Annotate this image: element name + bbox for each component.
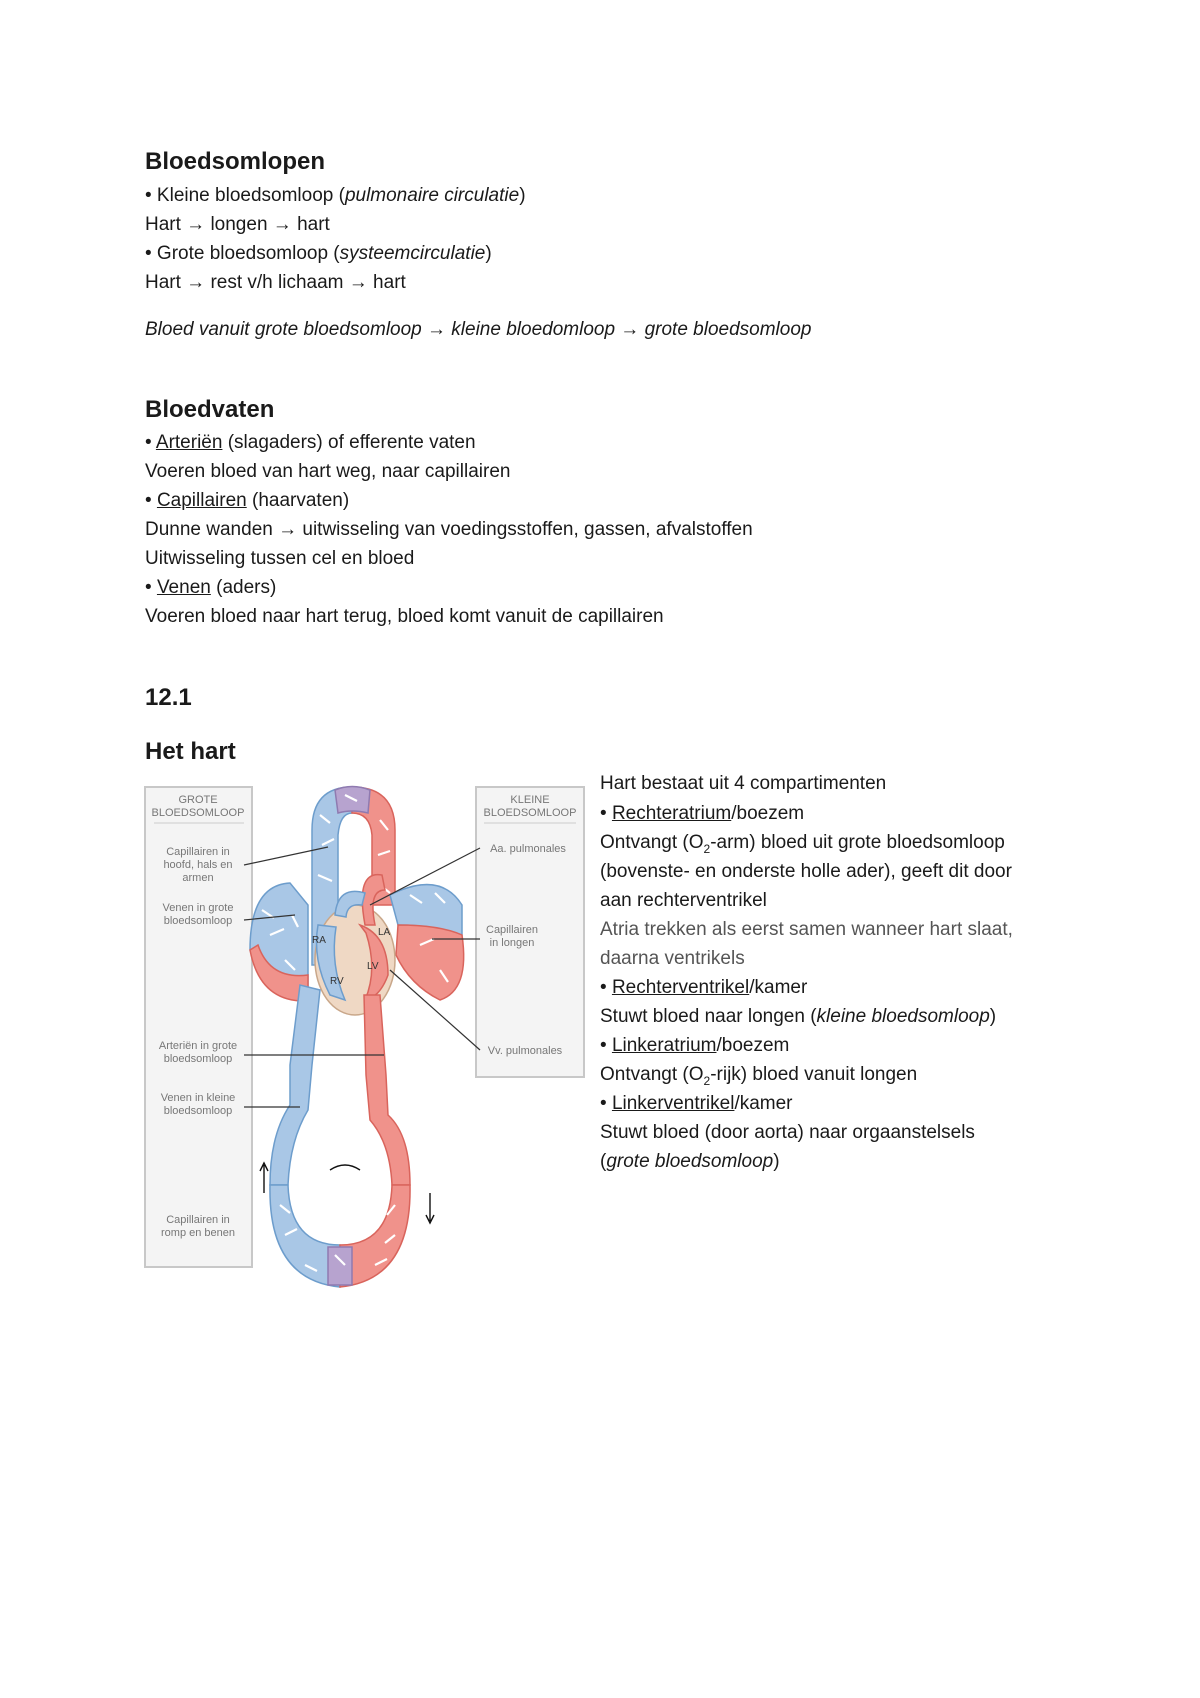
label-cap-longen-1: Capillairen: [486, 924, 538, 936]
label-cap-hoofd-2: hoofd, hals en: [163, 859, 233, 871]
bullet-rechterventrikel: • Rechterventrikel/kamer: [600, 977, 808, 998]
aorta-descending: [364, 995, 410, 1185]
body-capillary-bed: [270, 1185, 410, 1287]
desc-capillairen-2: Uitwisseling tussen cel en bloed: [145, 548, 415, 569]
label-venen-grote-1: Venen in grote: [162, 902, 234, 914]
desc-arterien: Voeren bloed van hart weg, naar capillairen: [145, 461, 511, 482]
right-lung-capillary-bed: [390, 885, 464, 1000]
left-panel-title-1: GROTE: [178, 794, 218, 806]
label-cap-romp-1: Capillairen in: [166, 1214, 230, 1226]
summary-line: Bloed vanuit grote bloedsomloop → kleine bloedomloop → grote bloedsomloop: [145, 319, 812, 340]
desc-ra-1: Ontvangt $(O_2-arm)$ bloed uit grote bloedsomloop: [600, 832, 1005, 856]
label-venen-kleine-1: Venen in kleine: [160, 1092, 236, 1104]
bullet-grote-bloedsomloop: • Grote bloedsomloop (systeemcirculatie): [145, 243, 492, 264]
heart-label-lv: LV: [367, 961, 379, 972]
heading-bloedsomlopen: Bloedsomlopen: [145, 148, 326, 175]
label-cap-longen-2: in longen: [489, 937, 535, 949]
section-number: 12.1: [145, 684, 192, 711]
bullet-linkeratrium: • Linkeratrium/boezem: [600, 1035, 790, 1056]
label-cap-hoofd-3: armen: [182, 872, 214, 884]
vena-cava: [270, 985, 320, 1185]
right-panel-title-2: BLOEDSOMLOOP: [483, 807, 577, 819]
bullet-venen: • Venen (aders): [145, 577, 277, 598]
heading-het-hart: Het hart: [145, 738, 236, 765]
circulation-diagram: [140, 775, 590, 1300]
right-panel-title-1: KLEINE: [510, 794, 550, 806]
line-grote-route: Hart → rest v/h lichaam → hart: [145, 272, 406, 293]
bullet-capillairen: • Capillairen (haarvaten): [145, 490, 350, 511]
bullet-kleine-bloedsomloop: • Kleine bloedsomloop (pulmonaire circulatie): [145, 185, 526, 206]
bullet-rechteratrium: • Rechteratrium/boezem: [600, 803, 805, 824]
heading-bloedvaten: Bloedvaten: [145, 396, 275, 423]
hart-intro: Hart bestaat uit 4 compartimenten: [600, 773, 887, 794]
label-cap-hoofd-1: Capillairen in: [166, 846, 230, 858]
left-panel-title-2: BLOEDSOMLOOP: [151, 807, 245, 819]
note-atria-2: daarna ventrikels: [600, 948, 745, 969]
label-vv-pulmonales: Vv. pulmonales: [487, 1045, 563, 1057]
bullet-arterien: • Arteriën (slagaders) of efferente vaten: [145, 432, 476, 453]
desc-lv-2: (grote bloedsomloop): [600, 1151, 780, 1172]
bullet-linkerventrikel: • Linkerventrikel/kamer: [600, 1093, 793, 1114]
label-venen-kleine-2: bloedsomloop: [163, 1105, 233, 1117]
label-arterien-grote-1: Arteriën in grote: [158, 1040, 238, 1052]
line-kleine-route: Hart → longen → hart: [145, 214, 330, 235]
label-cap-romp-2: romp en benen: [161, 1227, 235, 1239]
arrow-down: [426, 1193, 434, 1223]
desc-ra-2: (bovenste- en onderste holle ader), geeft dit door: [600, 861, 1012, 882]
desc-ra-3: aan rechterventrikel: [600, 890, 767, 911]
heart-label-la: LA: [378, 927, 391, 938]
desc-rv: Stuwt bloed naar longen (kleine bloedsomloop): [600, 1006, 997, 1027]
heart-label-ra: RA: [312, 935, 326, 946]
left-lung-capillary-bed: [250, 883, 308, 1001]
label-venen-grote-2: bloedsomloop: [163, 915, 233, 927]
label-arterien-grote-2: bloedsomloop: [163, 1053, 233, 1065]
heart-label-rv: RV: [330, 976, 344, 987]
arrow-up: [260, 1163, 268, 1193]
note-atria-1: Atria trekken als eerst samen wanneer hart slaat,: [600, 919, 1013, 940]
desc-capillairen-1: Dunne wanden → uitwisseling van voedingsstoffen, gassen, afvalstoffen: [145, 519, 753, 540]
label-aa-pulmonales: Aa. pulmonales: [490, 843, 566, 855]
desc-venen: Voeren bloed naar hart terug, bloed komt vanuit de capillairen: [145, 606, 664, 627]
desc-lv-1: Stuwt bloed (door aorta) naar orgaanstelsels: [600, 1122, 975, 1143]
arrow-curve: [330, 1165, 360, 1170]
desc-la: Ontvangt $(O_2-rijk)$ bloed vanuit longen: [600, 1064, 918, 1088]
